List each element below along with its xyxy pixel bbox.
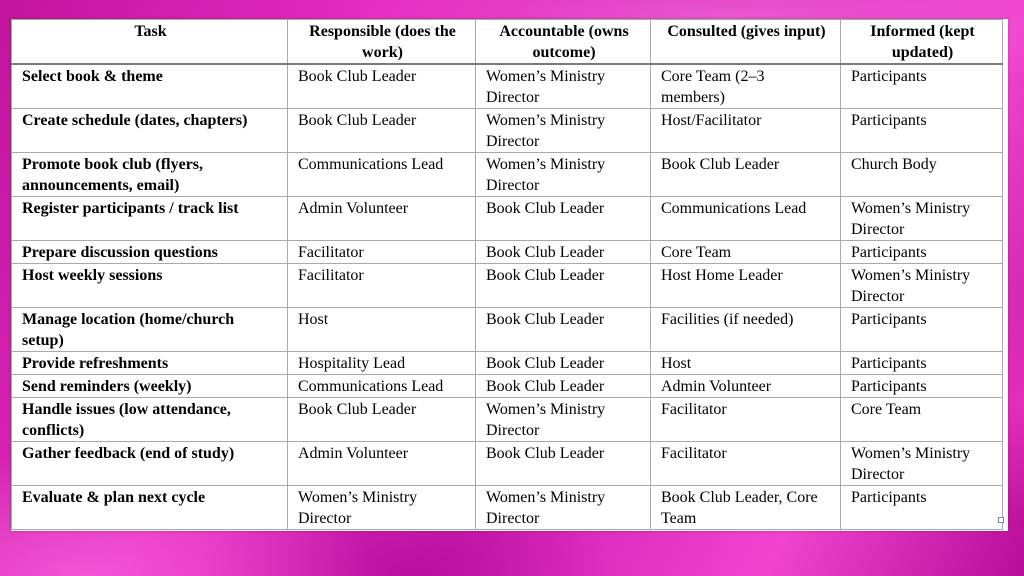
accountable-cell: Women’s Ministry Director <box>476 109 651 153</box>
table-row <box>12 442 1003 486</box>
consulted-cell: Book Club Leader, Core Team <box>651 486 841 530</box>
responsible-cell: Communications Lead <box>288 375 476 398</box>
informed-cell: Participants <box>841 352 1003 375</box>
task-cell: Manage location (home/church setup) <box>12 308 288 352</box>
responsible-cell: Hospitality Lead <box>288 352 476 375</box>
consulted-cell: Core Team <box>651 241 841 264</box>
task-cell: Handle issues (low attendance, conflicts) <box>12 398 288 442</box>
informed-cell: Participants <box>841 64 1003 109</box>
consulted-cell: Facilitator <box>651 442 841 486</box>
responsible-cell: Admin Volunteer <box>288 197 476 241</box>
accountable-cell: Women’s Ministry Director <box>476 64 651 109</box>
table-row <box>12 264 1003 308</box>
consulted-cell: Host Home Leader <box>651 264 841 308</box>
informed-cell: Participants <box>841 241 1003 264</box>
table-row <box>12 153 1003 197</box>
accountable-cell: Book Club Leader <box>476 308 651 352</box>
accountable-cell: Book Club Leader <box>476 197 651 241</box>
accountable-cell: Women’s Ministry Director <box>476 153 651 197</box>
header-responsible: Responsible (does the work) <box>288 20 476 65</box>
accountable-cell: Women’s Ministry Director <box>476 486 651 530</box>
informed-cell: Women’s Ministry Director <box>841 442 1003 486</box>
raci-table <box>11 19 1003 530</box>
task-cell: Send reminders (weekly) <box>12 375 288 398</box>
table-row <box>12 64 1003 109</box>
table-row <box>12 375 1003 398</box>
table-row <box>12 398 1003 442</box>
accountable-cell: Book Club Leader <box>476 264 651 308</box>
header-accountable: Accountable (owns outcome) <box>476 20 651 65</box>
table-row <box>12 352 1003 375</box>
informed-cell: Participants <box>841 375 1003 398</box>
responsible-cell: Facilitator <box>288 264 476 308</box>
responsible-cell: Admin Volunteer <box>288 442 476 486</box>
informed-cell: Church Body <box>841 153 1003 197</box>
document-page <box>11 19 1008 531</box>
header-consulted: Consulted (gives input) <box>651 20 841 65</box>
table-row <box>12 486 1003 530</box>
responsible-cell: Book Club Leader <box>288 64 476 109</box>
table-row <box>12 109 1003 153</box>
task-cell: Provide refreshments <box>12 352 288 375</box>
consulted-cell: Communications Lead <box>651 197 841 241</box>
accountable-cell: Book Club Leader <box>476 352 651 375</box>
responsible-cell: Facilitator <box>288 241 476 264</box>
responsible-cell: Book Club Leader <box>288 109 476 153</box>
consulted-cell: Book Club Leader <box>651 153 841 197</box>
task-cell: Prepare discussion questions <box>12 241 288 264</box>
header-row <box>12 20 1003 65</box>
accountable-cell: Book Club Leader <box>476 442 651 486</box>
accountable-cell: Women’s Ministry Director <box>476 398 651 442</box>
task-cell: Register participants / track list <box>12 197 288 241</box>
task-cell: Host weekly sessions <box>12 264 288 308</box>
header-informed: Informed (kept updated) <box>841 20 1003 65</box>
task-cell: Create schedule (dates, chapters) <box>12 109 288 153</box>
informed-cell: Women’s Ministry Director <box>841 264 1003 308</box>
responsible-cell: Communications Lead <box>288 153 476 197</box>
accountable-cell: Book Club Leader <box>476 241 651 264</box>
table-row <box>12 308 1003 352</box>
responsible-cell: Book Club Leader <box>288 398 476 442</box>
consulted-cell: Host <box>651 352 841 375</box>
consulted-cell: Admin Volunteer <box>651 375 841 398</box>
consulted-cell: Facilitator <box>651 398 841 442</box>
consulted-cell: Host/Facilitator <box>651 109 841 153</box>
task-cell: Promote book club (flyers, announcements, email) <box>12 153 288 197</box>
task-cell: Gather feedback (end of study) <box>12 442 288 486</box>
task-cell: Select book & theme <box>12 64 288 109</box>
accountable-cell: Book Club Leader <box>476 375 651 398</box>
responsible-cell: Host <box>288 308 476 352</box>
consulted-cell: Facilities (if needed) <box>651 308 841 352</box>
informed-cell: Participants <box>841 486 1003 530</box>
responsible-cell: Women’s Ministry Director <box>288 486 476 530</box>
consulted-cell: Core Team (2–3 members) <box>651 64 841 109</box>
informed-cell: Core Team <box>841 398 1003 442</box>
header-task: Task <box>12 20 288 65</box>
resize-handle[interactable] <box>998 517 1004 523</box>
table-row <box>12 241 1003 264</box>
table-row <box>12 197 1003 241</box>
task-cell: Evaluate & plan next cycle <box>12 486 288 530</box>
informed-cell: Participants <box>841 109 1003 153</box>
informed-cell: Women’s Ministry Director <box>841 197 1003 241</box>
informed-cell: Participants <box>841 308 1003 352</box>
